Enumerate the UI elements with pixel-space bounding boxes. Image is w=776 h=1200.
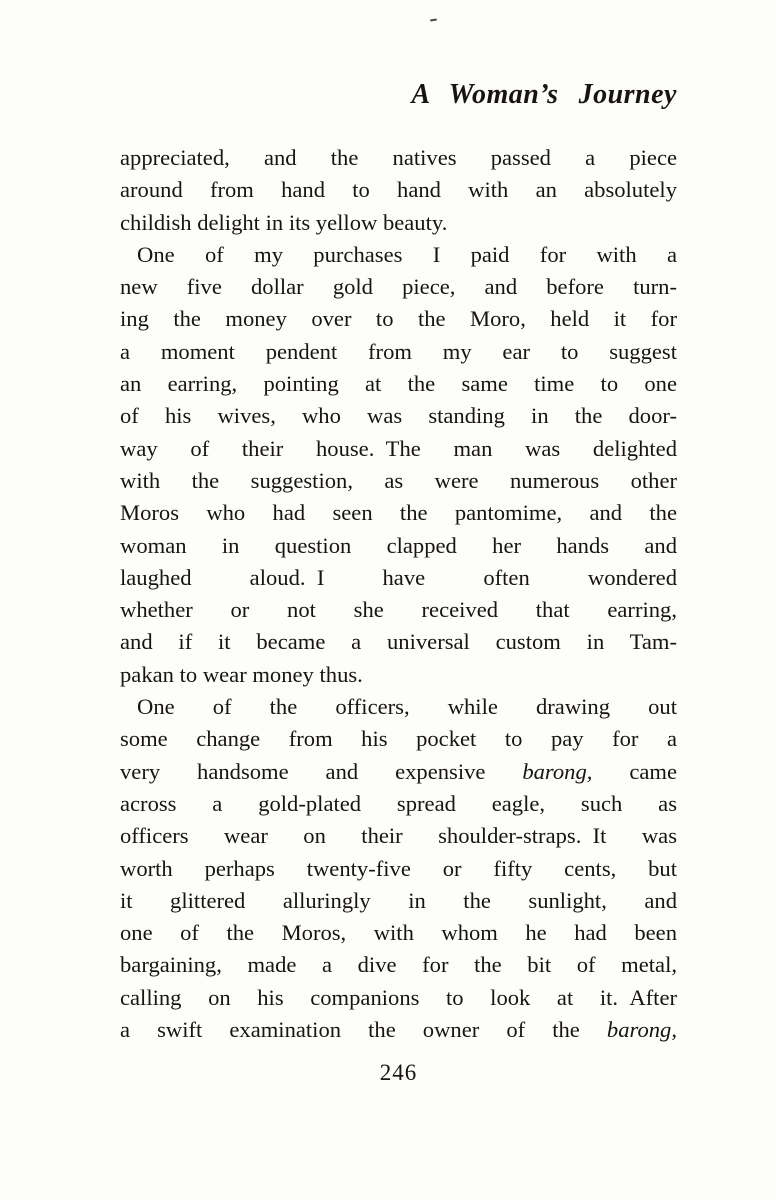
italic-term: barong, xyxy=(606,1017,677,1043)
text-line xyxy=(120,723,677,755)
text-segment: officers wear on their shoulder-straps. It was xyxy=(120,823,677,849)
paragraph xyxy=(120,142,677,239)
text-line xyxy=(120,820,677,852)
text-segment: very handsome and expensive xyxy=(120,758,523,784)
text-line xyxy=(120,368,677,400)
text-line xyxy=(120,949,677,981)
text-segment: a swift examination the owner of the xyxy=(120,1017,607,1043)
text-segment: way of their house. The man was delighted xyxy=(120,435,677,461)
text-segment: woman in question clapped her hands and xyxy=(120,532,677,558)
text-line xyxy=(120,1014,677,1046)
text-segment: around from hand to hand with an absolutely xyxy=(120,177,677,203)
text-segment: some change from his pocket to pay for a xyxy=(120,726,677,752)
text-segment: One of my purchases I paid for with a xyxy=(137,241,677,267)
italic-term: barong, xyxy=(522,758,593,784)
text-segment: calling on his companions to look at it. After xyxy=(120,984,677,1010)
text-line xyxy=(120,433,677,465)
text-segment: with the suggestion, as were numerous other xyxy=(120,467,677,493)
text-line xyxy=(120,497,677,529)
text-segment: across a gold-plated spread eagle, such as xyxy=(120,790,677,816)
text-line xyxy=(120,239,677,271)
text-line xyxy=(120,788,677,820)
text-segment: whether or not she received that earring, xyxy=(120,597,677,623)
text-segment: childish delight in its yellow beauty. xyxy=(120,209,448,235)
text-line xyxy=(120,982,677,1014)
text-line xyxy=(120,271,677,303)
text-line xyxy=(120,562,677,594)
text-segment: Moros who had seen the pantomime, and the xyxy=(120,500,677,526)
text-segment: a moment pendent from my ear to suggest xyxy=(120,338,677,364)
text-line xyxy=(120,142,677,174)
paragraph xyxy=(120,239,677,691)
running-header: A Woman’s Journey xyxy=(411,79,677,110)
text-line xyxy=(120,303,677,335)
text-segment: ing the money over to the Moro, held it for xyxy=(120,306,677,332)
text-line xyxy=(120,207,677,239)
text-line xyxy=(120,174,677,206)
text-line xyxy=(120,756,677,788)
text-segment: appreciated, and the natives passed a piece xyxy=(120,145,677,170)
text-line xyxy=(120,400,677,432)
text-segment: new five dollar gold piece, and before turn- xyxy=(120,274,677,300)
text-segment: it glittered alluringly in the sunlight, and xyxy=(120,887,677,913)
text-line xyxy=(120,659,677,691)
text-line xyxy=(120,853,677,885)
text-line xyxy=(120,336,677,368)
text-line xyxy=(120,691,677,723)
text-line xyxy=(120,885,677,917)
text-segment: an earring, pointing at the same time to one xyxy=(120,371,677,397)
text-segment: of his wives, who was standing in the door- xyxy=(120,403,677,429)
ink-speck xyxy=(430,19,437,22)
text-block xyxy=(120,142,677,1046)
text-segment: bargaining, made a dive for the bit of metal, xyxy=(120,952,677,978)
text-line xyxy=(120,530,677,562)
text-segment: pakan to wear money thus. xyxy=(120,661,363,687)
text-segment: one of the Moros, with whom he had been xyxy=(120,920,677,946)
text-segment: worth perhaps twenty-five or fifty cents, but xyxy=(120,855,677,881)
page-number: 246 xyxy=(379,1060,418,1085)
paragraph xyxy=(120,691,677,1046)
text-segment: came xyxy=(592,758,677,784)
text-segment: and if it became a universal custom in Tam- xyxy=(120,629,677,655)
text-line xyxy=(120,917,677,949)
text-segment: One of the officers, while drawing out xyxy=(137,694,677,720)
text-segment: laughed aloud. I have often wondered xyxy=(120,564,677,590)
text-line xyxy=(120,594,677,626)
text-line xyxy=(120,626,677,658)
text-line xyxy=(120,465,677,497)
